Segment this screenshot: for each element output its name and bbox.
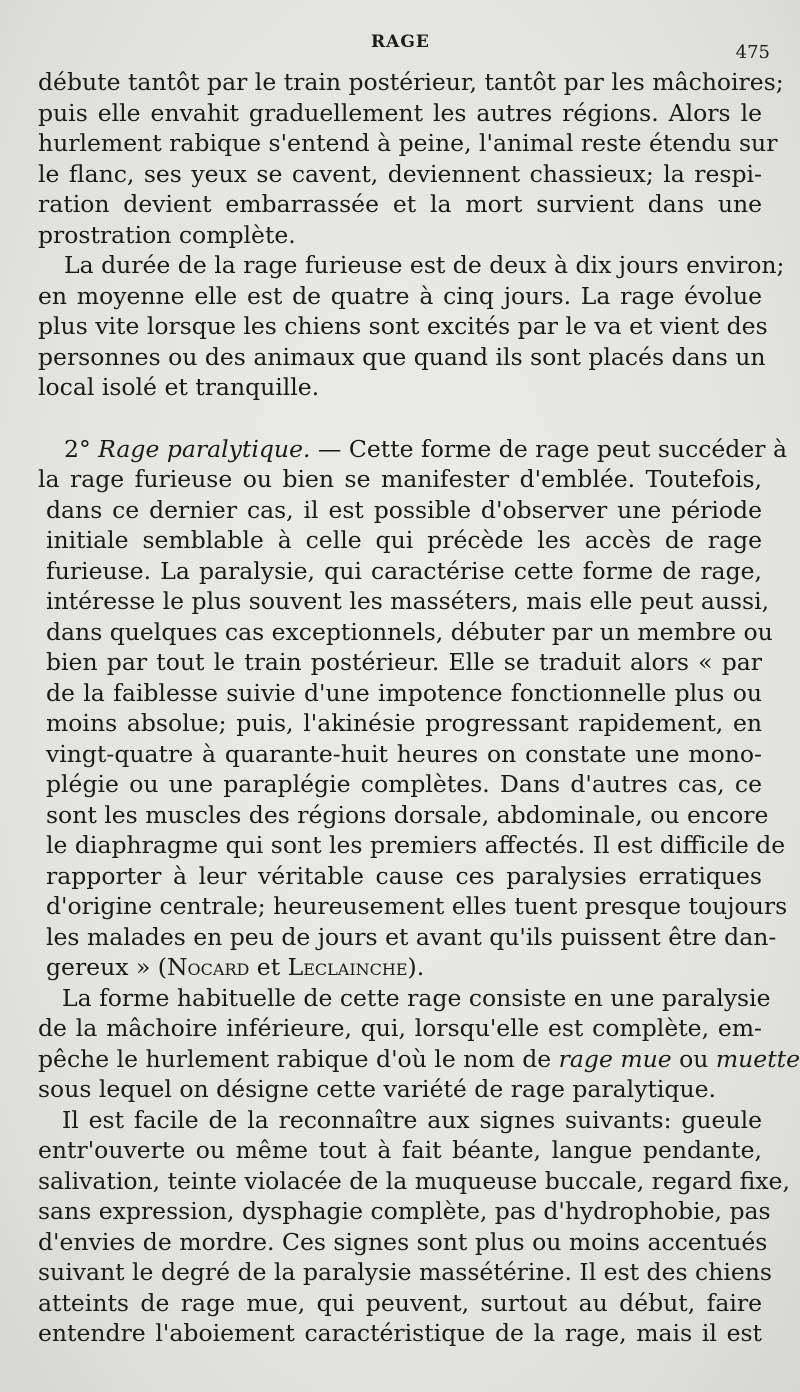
page-number: 475 bbox=[735, 42, 770, 63]
citation-text: gereux » ( bbox=[46, 953, 167, 981]
text-line: furieuse. La paralysie, qui caractérise cette forme de rage, bbox=[46, 556, 762, 585]
text-line: moins absolue; puis, l'akinésie progressant rapidement, en bbox=[46, 709, 762, 737]
text-line: puis elle envahit graduellement les autres régions. Alors le bbox=[38, 98, 762, 127]
citation-text: ). bbox=[407, 953, 425, 981]
line-text: pêche le hurlement rabique d'où le nom de bbox=[38, 1044, 559, 1073]
text-line: rapporter à leur véritable cause ces paralysies erratiques bbox=[46, 861, 762, 890]
author-name: Leclainche bbox=[287, 953, 408, 981]
text-line: vingt-quatre à quarante-huit heures on constate une mono- bbox=[46, 739, 762, 768]
text-line: La durée de la rage furieuse est de deux à dix jours environ; bbox=[64, 251, 785, 279]
section-title: Rage paralytique. bbox=[98, 434, 311, 463]
text-line: de la faiblesse suivie d'une impotence fonctionnelle plus ou bbox=[46, 678, 762, 707]
term-rage-mue: rage mue bbox=[558, 1044, 672, 1073]
text-line: bien par tout le train postérieur. Elle se traduit alors « par bbox=[46, 648, 762, 676]
text-line: en moyenne elle est de quatre à cinq jours. La rage évolue bbox=[38, 281, 762, 310]
section-gap bbox=[38, 403, 762, 434]
text-line: intéresse le plus souvent les masséters, mais elle peut aussi, bbox=[46, 587, 770, 615]
text-line: entendre l'aboiement caractéristique de la rage, mais il est bbox=[38, 1319, 762, 1347]
text-line: plégie ou une paraplégie complètes. Dans d'autres cas, ce bbox=[46, 770, 762, 798]
text-line: local isolé et tranquille. bbox=[38, 373, 320, 401]
text-line: sous lequel on désigne cette variété de rage paralytique. bbox=[38, 1075, 716, 1103]
citation-line bbox=[38, 952, 762, 983]
text-line: le diaphragme qui sont les premiers affectés. Il est difficile de bbox=[46, 831, 786, 859]
text-line: La forme habituelle de cette rage consiste en une paralysie bbox=[62, 983, 771, 1012]
text-line: débute tantôt par le train postérieur, tantôt par les mâchoires; bbox=[38, 68, 784, 96]
text-line: initiale semblable à celle qui précède les accès de rage bbox=[46, 526, 762, 554]
line-text: ou bbox=[671, 1044, 716, 1073]
text-line: sans expression, dysphagie complète, pas d'hydrophobie, pas bbox=[38, 1197, 771, 1225]
text-line: d'envies de mordre. Ces signes sont plus ou moins accentués bbox=[38, 1227, 768, 1256]
text-line: atteints de rage mue, qui peuvent, surtout au début, faire bbox=[38, 1288, 762, 1317]
author-name: Nocard bbox=[166, 953, 250, 981]
emphasis-line bbox=[38, 1044, 800, 1075]
text-line: les malades en peu de jours et avant qu'ils puissent être dan- bbox=[46, 922, 777, 951]
term-muette: muette bbox=[715, 1044, 800, 1073]
text-line: entr'ouverte ou même tout à fait béante, langue pendante, bbox=[38, 1136, 762, 1164]
text-line: sont les muscles des régions dorsale, abdominale, ou encore bbox=[46, 800, 769, 829]
text-line: le flanc, ses yeux se cavent, deviennent chassieux; la respi- bbox=[38, 159, 762, 188]
section-heading-rest: — Cette forme de rage peut succéder à bbox=[310, 434, 787, 463]
section-heading-line bbox=[38, 434, 787, 465]
text-line: la rage furieuse ou bien se manifester d'emblée. Toutefois, bbox=[38, 465, 762, 493]
text-line: Il est facile de la reconnaître aux signes suivants: gueule bbox=[62, 1105, 762, 1134]
section-number: 2° bbox=[64, 434, 99, 463]
page-header bbox=[0, 32, 800, 62]
text-line: de la mâchoire inférieure, qui, lorsqu'elle est complète, em- bbox=[38, 1014, 762, 1042]
text-line: ration devient embarrassée et la mort survient dans une bbox=[38, 190, 762, 218]
text-line: dans quelques cas exceptionnels, débuter par un membre ou bbox=[46, 617, 773, 646]
text-line: suivant le degré de la paralysie massétérine. Il est des chiens bbox=[38, 1258, 772, 1286]
citation-text: et bbox=[249, 953, 288, 981]
body-text bbox=[38, 67, 800, 1349]
text-line: plus vite lorsque les chiens sont excités par le va et vient des bbox=[38, 312, 768, 340]
text-line: d'origine centrale; heureusement elles tuent presque toujours bbox=[46, 892, 788, 920]
text-line: hurlement rabique s'entend à peine, l'animal reste étendu sur bbox=[38, 129, 778, 157]
text-line: personnes ou des animaux que quand ils sont placés dans un bbox=[38, 342, 766, 371]
text-line: salivation, teinte violacée de la muqueuse buccale, regard fixe, bbox=[38, 1166, 790, 1195]
text-line: dans ce dernier cas, il est possible d'observer une période bbox=[46, 495, 762, 524]
running-title: RAGE bbox=[371, 32, 430, 52]
text-line: prostration complète. bbox=[38, 220, 296, 249]
